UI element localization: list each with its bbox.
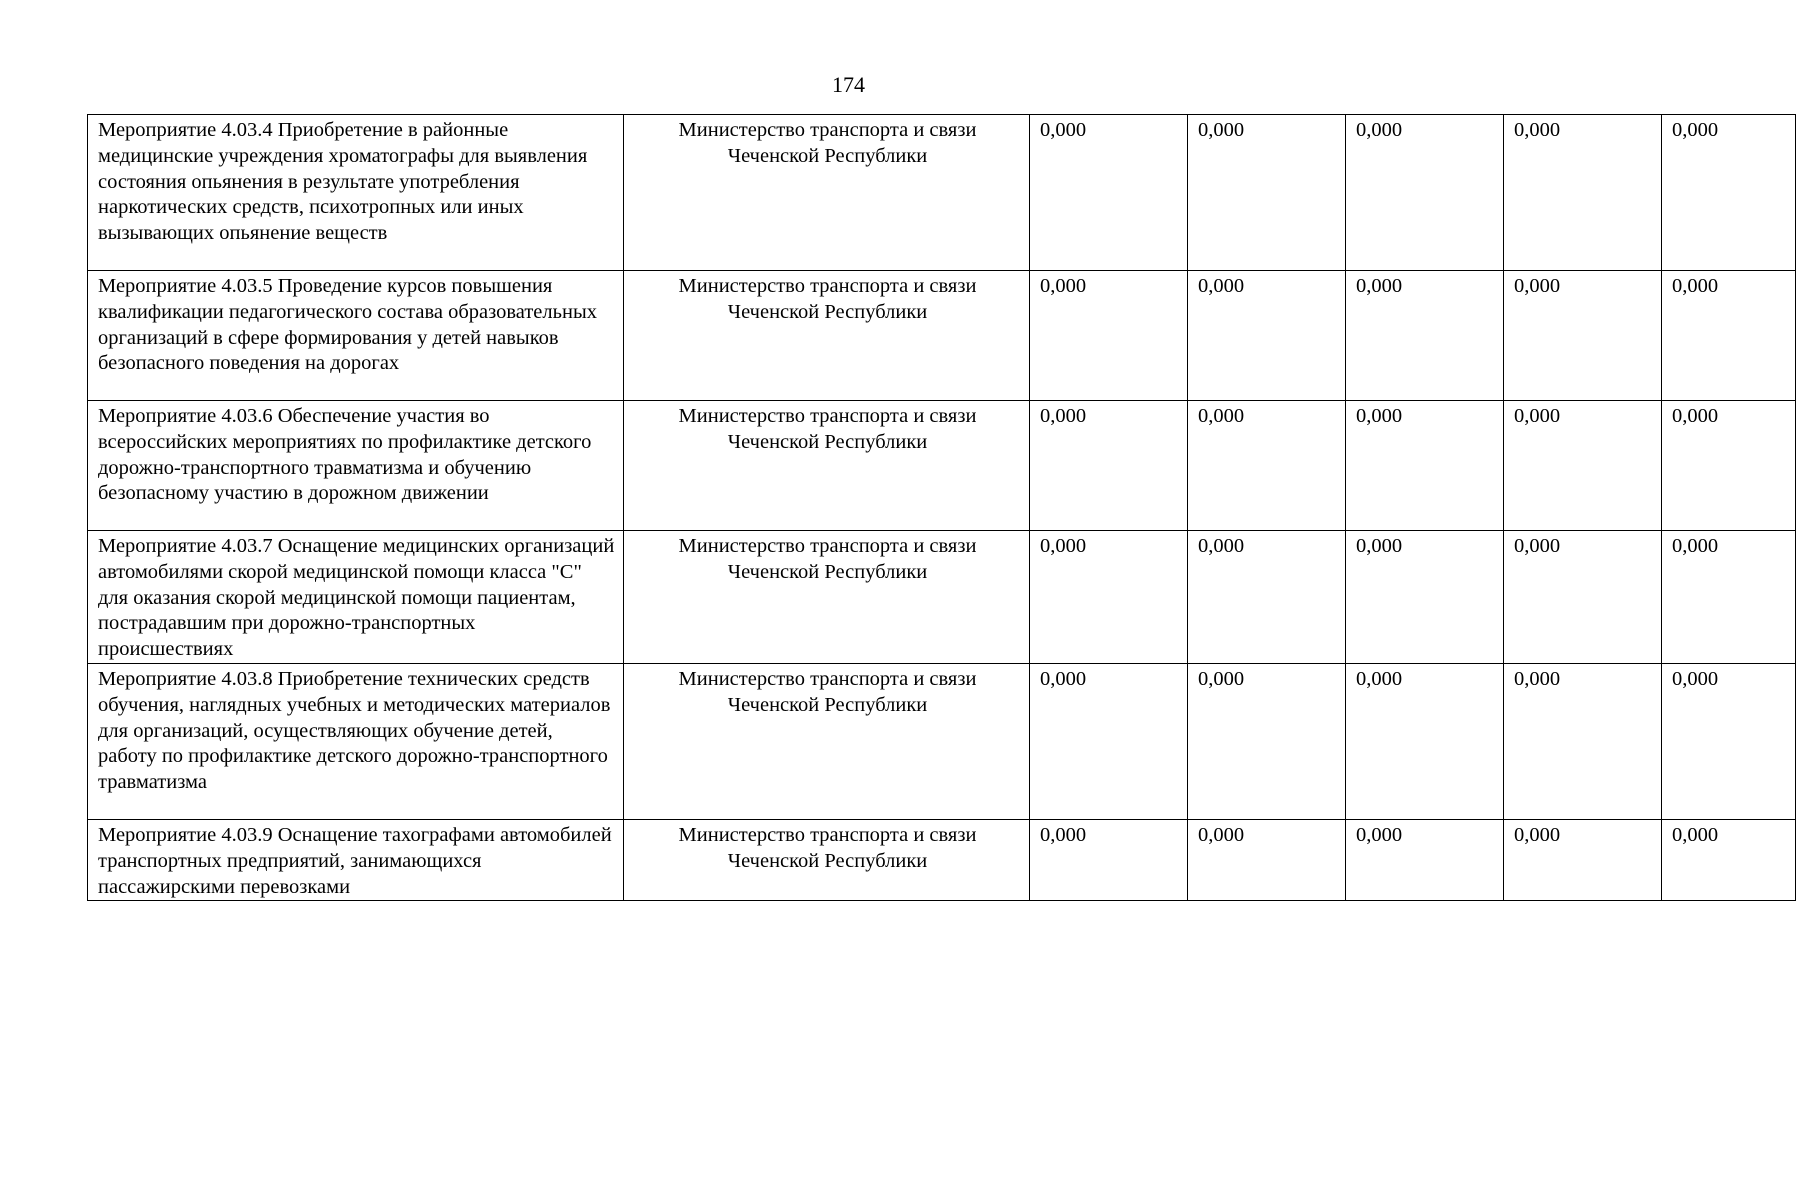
executor-cell: Министерство транспорта и связи Чеченской Республики — [624, 819, 1030, 900]
value-cell: 0,000 — [1662, 531, 1796, 664]
value-cell: 0,000 — [1188, 115, 1346, 271]
event-cell: Мероприятие 4.03.4 Приобретение в районные медицинские учреждения хроматографы для выявления состояния опьянения в результате употребления наркотических средств, психотропных или иных вызывающих опьянение веществ — [88, 115, 624, 271]
executor-cell: Министерство транспорта и связи Чеченской Республики — [624, 271, 1030, 401]
activities-table — [87, 114, 1796, 901]
value-cell: 0,000 — [1504, 115, 1662, 271]
event-cell: Мероприятие 4.03.9 Оснащение тахографами автомобилей транспортных предприятий, занимающихся пассажирскими перевозками — [88, 819, 624, 900]
value-cell: 0,000 — [1346, 531, 1504, 664]
value-cell: 0,000 — [1030, 531, 1188, 664]
table-row — [88, 401, 1796, 531]
table-row — [88, 819, 1796, 900]
value-cell: 0,000 — [1346, 271, 1504, 401]
table-row — [88, 531, 1796, 664]
value-cell: 0,000 — [1030, 401, 1188, 531]
value-cell: 0,000 — [1188, 819, 1346, 900]
value-cell: 0,000 — [1346, 115, 1504, 271]
page-number: 174 — [832, 72, 865, 97]
value-cell: 0,000 — [1504, 663, 1662, 819]
value-cell: 0,000 — [1188, 271, 1346, 401]
executor-cell: Министерство транспорта и связи Чеченской Республики — [624, 531, 1030, 664]
value-cell: 0,000 — [1188, 531, 1346, 664]
value-cell: 0,000 — [1662, 401, 1796, 531]
value-cell: 0,000 — [1030, 819, 1188, 900]
value-cell: 0,000 — [1662, 819, 1796, 900]
value-cell: 0,000 — [1504, 401, 1662, 531]
value-cell: 0,000 — [1504, 531, 1662, 664]
value-cell: 0,000 — [1346, 663, 1504, 819]
table-row — [88, 115, 1796, 271]
value-cell: 0,000 — [1662, 663, 1796, 819]
value-cell: 0,000 — [1662, 271, 1796, 401]
value-cell: 0,000 — [1188, 401, 1346, 531]
table-row — [88, 271, 1796, 401]
value-cell: 0,000 — [1346, 819, 1504, 900]
executor-cell: Министерство транспорта и связи Чеченской Республики — [624, 115, 1030, 271]
event-cell: Мероприятие 4.03.8 Приобретение технических средств обучения, наглядных учебных и методических материалов для организаций, осуществляющих обучение детей, работу по профилактике детского дорожно-транспортного травматизма — [88, 663, 624, 819]
event-cell: Мероприятие 4.03.5 Проведение курсов повышения квалификации педагогического состава образовательных организаций в сфере формирования у детей навыков безопасного поведения на дорогах — [88, 271, 624, 401]
executor-cell: Министерство транспорта и связи Чеченской Республики — [624, 663, 1030, 819]
executor-cell: Министерство транспорта и связи Чеченской Республики — [624, 401, 1030, 531]
value-cell: 0,000 — [1662, 115, 1796, 271]
value-cell: 0,000 — [1504, 819, 1662, 900]
value-cell: 0,000 — [1030, 115, 1188, 271]
event-cell: Мероприятие 4.03.6 Обеспечение участия во всероссийских мероприятиях по профилактике детского дорожно-транспортного травматизма и обучению безопасному участию в дорожном движении — [88, 401, 624, 531]
value-cell: 0,000 — [1030, 663, 1188, 819]
event-cell: Мероприятие 4.03.7 Оснащение медицинских организаций автомобилями скорой медицинской помощи класса "С" для оказания скорой медицинской помощи пациентам, пострадавшим при дорожно-транспортных происшествиях — [88, 531, 624, 664]
table-row — [88, 663, 1796, 819]
value-cell: 0,000 — [1504, 271, 1662, 401]
value-cell: 0,000 — [1188, 663, 1346, 819]
value-cell: 0,000 — [1346, 401, 1504, 531]
value-cell: 0,000 — [1030, 271, 1188, 401]
